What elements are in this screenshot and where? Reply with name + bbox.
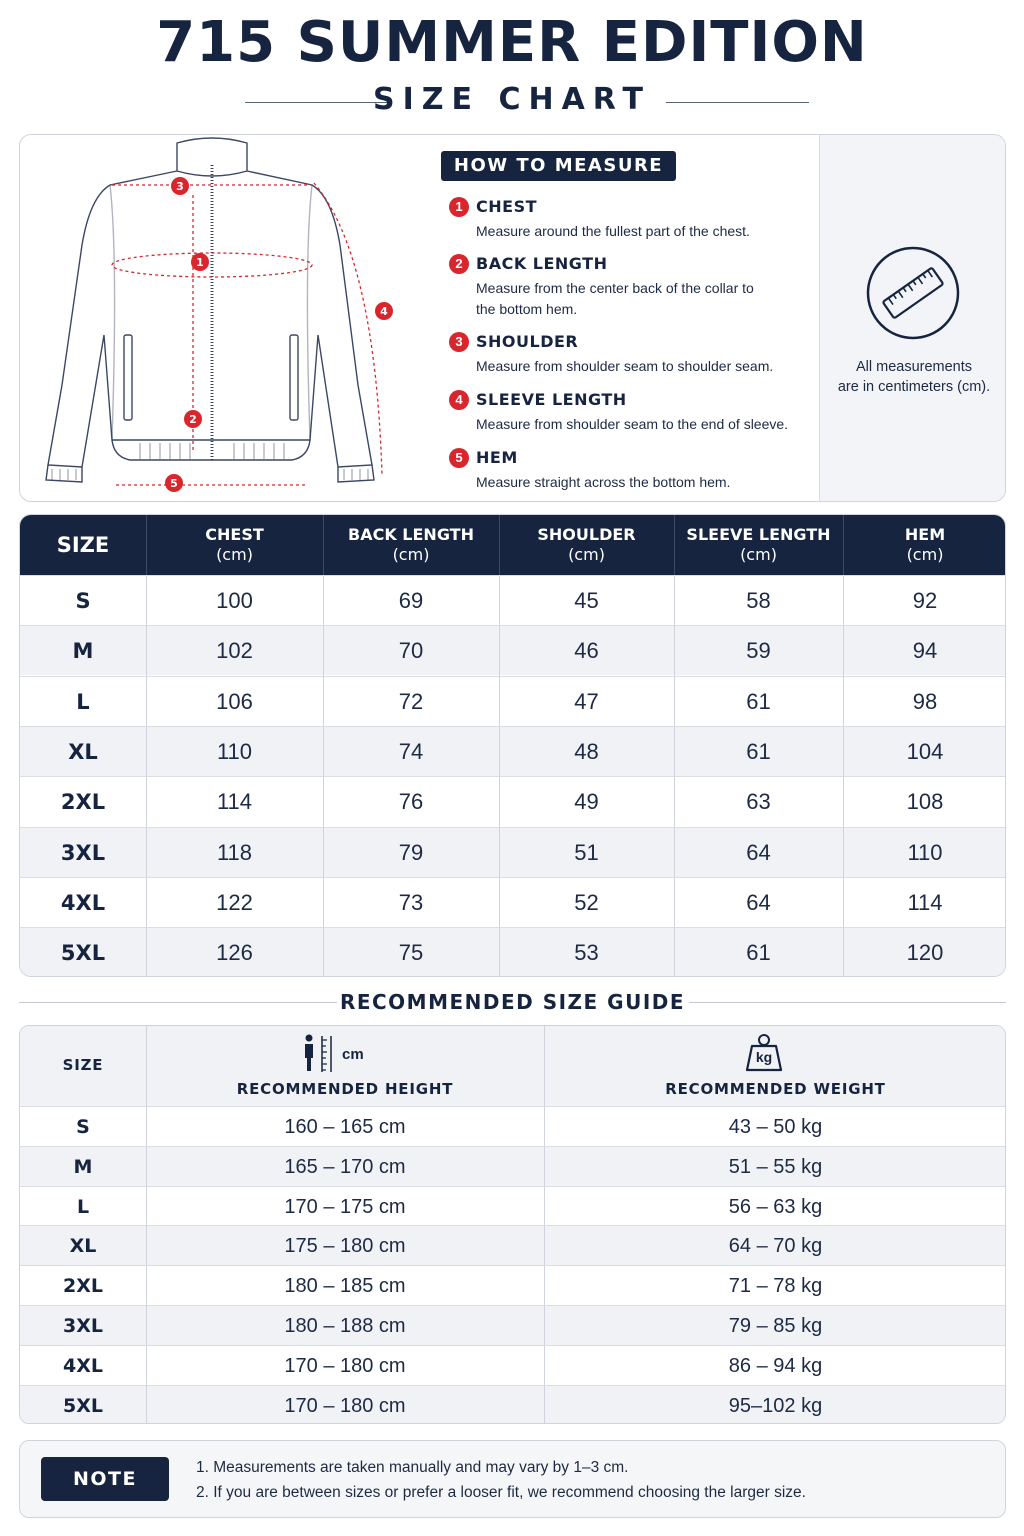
column-divider bbox=[544, 1386, 545, 1424]
value-cell: 110 bbox=[216, 738, 253, 764]
step-description: Measure around the fullest part of the chest. bbox=[476, 223, 750, 239]
value-cell: 51 bbox=[574, 839, 599, 865]
step-number: 1 bbox=[449, 197, 469, 217]
value-cell: 61 bbox=[746, 688, 771, 714]
header-label: SHOULDER bbox=[537, 525, 636, 544]
column-divider bbox=[323, 777, 324, 827]
value-cell: 92 bbox=[912, 588, 938, 613]
column-divider bbox=[544, 1187, 545, 1227]
weight-cell: 86 – 94 kg bbox=[728, 1354, 823, 1377]
height-cell: 170 – 180 cm bbox=[284, 1354, 406, 1377]
units-note-line-2: are in centimeters (cm). bbox=[837, 379, 991, 395]
size-cell: L bbox=[76, 1195, 90, 1218]
weight-cell: 64 – 70 kg bbox=[728, 1235, 823, 1258]
height-cell: 170 – 180 cm bbox=[284, 1394, 406, 1417]
step-number: 5 bbox=[449, 448, 469, 468]
units-note-line-1: All measurements bbox=[855, 359, 973, 375]
value-cell: 122 bbox=[216, 889, 253, 915]
weight-cell: 71 – 78 kg bbox=[728, 1275, 823, 1298]
column-divider bbox=[674, 626, 675, 676]
size-cell: XL bbox=[69, 1235, 97, 1258]
header-unit: (cm) bbox=[906, 545, 944, 564]
header-sleeve-length bbox=[674, 515, 843, 575]
column-divider bbox=[499, 626, 500, 676]
column-divider bbox=[499, 777, 500, 827]
step-name: HEM bbox=[476, 448, 518, 467]
guide-header-height: RECOMMENDED HEIGHT bbox=[236, 1080, 454, 1098]
column-divider bbox=[843, 727, 844, 777]
column-divider bbox=[843, 828, 844, 878]
value-cell: 114 bbox=[907, 889, 943, 915]
height-cell: 165 – 170 cm bbox=[284, 1155, 406, 1178]
header-shoulder bbox=[499, 515, 674, 575]
size-cell: 4XL bbox=[63, 1354, 103, 1377]
value-cell: 98 bbox=[912, 688, 938, 714]
size-cell: 2XL bbox=[60, 790, 106, 815]
header-size bbox=[20, 515, 146, 575]
value-cell: 52 bbox=[574, 889, 599, 915]
height-cell: 170 – 175 cm bbox=[284, 1195, 406, 1218]
value-cell: 53 bbox=[574, 940, 599, 966]
marker-2-label: 2 bbox=[189, 413, 197, 426]
column-divider bbox=[146, 1226, 147, 1266]
column-divider bbox=[323, 727, 324, 777]
size-cell: 5XL bbox=[60, 941, 106, 966]
column-divider bbox=[674, 828, 675, 878]
size-cell: S bbox=[76, 1116, 90, 1138]
value-cell: 47 bbox=[574, 688, 599, 714]
column-divider bbox=[323, 878, 324, 928]
size-cell: XL bbox=[68, 739, 98, 764]
value-cell: 59 bbox=[746, 638, 771, 664]
column-divider bbox=[544, 1346, 545, 1386]
column-divider bbox=[146, 928, 147, 977]
value-cell: 69 bbox=[398, 588, 424, 613]
table-row bbox=[20, 1345, 1006, 1385]
column-divider bbox=[323, 677, 324, 727]
how-to-measure-card bbox=[19, 134, 1006, 502]
step-number: 3 bbox=[449, 332, 469, 352]
size-cell: S bbox=[75, 589, 91, 613]
marker-5-label: 5 bbox=[170, 477, 178, 490]
column-divider bbox=[544, 1147, 545, 1187]
table-row bbox=[20, 877, 1006, 927]
header-unit: (cm) bbox=[740, 545, 777, 564]
value-cell: 64 bbox=[746, 839, 771, 865]
table-row bbox=[20, 1305, 1006, 1345]
value-cell: 61 bbox=[746, 940, 771, 966]
step-name: CHEST bbox=[476, 197, 537, 216]
size-cell: 2XL bbox=[63, 1275, 103, 1298]
table-row bbox=[20, 827, 1006, 877]
header-chest bbox=[146, 515, 323, 575]
step-description: Measure from the center back of the collar to the bottom hem. bbox=[476, 280, 754, 317]
units-note bbox=[820, 357, 1006, 397]
column-divider bbox=[499, 576, 500, 626]
column-divider bbox=[843, 878, 844, 928]
value-cell: 110 bbox=[907, 839, 943, 865]
value-cell: 48 bbox=[574, 738, 599, 764]
value-cell: 58 bbox=[746, 588, 771, 613]
column-divider bbox=[843, 576, 844, 626]
column-divider bbox=[146, 878, 147, 928]
guide-table-header bbox=[20, 1026, 1006, 1106]
height-unit: cm bbox=[342, 1046, 364, 1063]
page-subtitle: SIZE CHART bbox=[372, 82, 652, 117]
column-divider bbox=[146, 1346, 147, 1386]
column-divider bbox=[499, 677, 500, 727]
column-divider bbox=[146, 777, 147, 827]
person-height-icon bbox=[302, 1034, 338, 1074]
column-divider bbox=[674, 928, 675, 977]
value-cell: 102 bbox=[216, 638, 253, 664]
ruler-icon bbox=[865, 245, 961, 341]
page-title: 715 SUMMER EDITION bbox=[156, 10, 868, 75]
size-cell: 5XL bbox=[63, 1394, 103, 1417]
guide-title: RECOMMENDED SIZE GUIDE bbox=[339, 990, 686, 1014]
column-divider bbox=[323, 515, 324, 575]
step-name: SLEEVE LENGTH bbox=[476, 390, 627, 409]
weight-cell: 43 – 50 kg bbox=[728, 1116, 823, 1138]
value-cell: 106 bbox=[216, 688, 253, 714]
weight-cell: 51 – 55 kg bbox=[728, 1155, 823, 1178]
how-to-measure-badge: HOW TO MEASURE bbox=[441, 151, 676, 181]
header-unit: (cm) bbox=[216, 545, 253, 564]
column-divider bbox=[146, 1026, 147, 1106]
column-divider bbox=[544, 1026, 545, 1106]
value-cell: 118 bbox=[216, 839, 253, 865]
value-cell: 63 bbox=[746, 789, 771, 815]
column-divider bbox=[499, 828, 500, 878]
value-cell: 64 bbox=[746, 889, 771, 915]
height-cell: 160 – 165 cm bbox=[284, 1116, 406, 1138]
header-label: SLEEVE LENGTH bbox=[686, 525, 831, 544]
weight-cell: 79 – 85 kg bbox=[728, 1315, 823, 1337]
header-unit: (cm) bbox=[568, 545, 605, 564]
size-cell: L bbox=[76, 689, 90, 714]
table-row bbox=[20, 1186, 1006, 1226]
table-row bbox=[20, 1106, 1006, 1146]
header-unit: (cm) bbox=[392, 545, 430, 564]
step-description: Measure straight across the bottom hem. bbox=[476, 474, 731, 490]
size-cell: 4XL bbox=[60, 890, 106, 915]
weight-icon-label: kg bbox=[755, 1049, 773, 1065]
column-divider bbox=[674, 515, 675, 575]
table-row bbox=[20, 726, 1006, 776]
table-row bbox=[20, 575, 1006, 625]
column-divider bbox=[146, 626, 147, 676]
value-cell: 61 bbox=[746, 738, 771, 764]
column-divider bbox=[146, 1187, 147, 1227]
divider-right bbox=[689, 1002, 1006, 1003]
step-name: SHOULDER bbox=[476, 332, 579, 351]
column-divider bbox=[323, 928, 324, 977]
table-row bbox=[20, 1146, 1006, 1186]
value-cell: 72 bbox=[398, 688, 424, 714]
column-divider bbox=[146, 1386, 147, 1424]
column-divider bbox=[674, 777, 675, 827]
marker-3-label: 3 bbox=[176, 180, 184, 193]
divider-right bbox=[666, 102, 809, 103]
weight-cell: 95–102 kg bbox=[728, 1394, 823, 1417]
column-divider bbox=[843, 677, 844, 727]
column-divider bbox=[146, 1147, 147, 1187]
value-cell: 70 bbox=[398, 638, 424, 664]
table-header bbox=[20, 515, 1006, 575]
table-row bbox=[20, 676, 1006, 726]
jacket-diagram bbox=[20, 135, 430, 502]
table-row bbox=[20, 1265, 1006, 1305]
column-divider bbox=[146, 1306, 147, 1346]
value-cell: 76 bbox=[398, 789, 424, 815]
note-card bbox=[19, 1440, 1006, 1518]
value-cell: 120 bbox=[906, 940, 944, 966]
step-name: BACK LENGTH bbox=[476, 254, 608, 273]
column-divider bbox=[146, 515, 147, 575]
column-divider bbox=[544, 1226, 545, 1266]
column-divider bbox=[499, 928, 500, 977]
value-cell: 49 bbox=[574, 789, 599, 815]
size-cell: M bbox=[73, 1155, 93, 1178]
column-divider bbox=[674, 727, 675, 777]
column-divider bbox=[323, 576, 324, 626]
value-cell: 73 bbox=[398, 889, 424, 915]
column-divider bbox=[499, 878, 500, 928]
column-divider bbox=[544, 1266, 545, 1306]
column-divider bbox=[544, 1107, 545, 1147]
size-cell: 3XL bbox=[60, 840, 106, 865]
column-divider bbox=[843, 928, 844, 977]
header-hem bbox=[843, 515, 1006, 575]
weight-icon bbox=[744, 1032, 784, 1074]
height-cell: 180 – 185 cm bbox=[284, 1275, 406, 1298]
value-cell: 126 bbox=[216, 940, 253, 966]
table-row bbox=[20, 1225, 1006, 1265]
column-divider bbox=[146, 677, 147, 727]
value-cell: 104 bbox=[906, 738, 944, 764]
step-number: 4 bbox=[449, 390, 469, 410]
header-label: BACK LENGTH bbox=[348, 525, 474, 544]
column-divider bbox=[674, 878, 675, 928]
value-cell: 94 bbox=[912, 638, 938, 664]
guide-heading bbox=[19, 988, 1006, 1018]
table-row bbox=[20, 927, 1006, 977]
value-cell: 108 bbox=[906, 789, 944, 815]
note-badge: NOTE bbox=[41, 1457, 169, 1501]
column-divider bbox=[674, 677, 675, 727]
value-cell: 114 bbox=[216, 789, 253, 815]
note-line-2: 2. If you are between sizes or prefer a looser fit, we recommend choosing the larger size. bbox=[196, 1484, 806, 1501]
marker-1-label: 1 bbox=[196, 256, 204, 269]
step-description: Measure from shoulder seam to the end of sleeve. bbox=[476, 416, 789, 432]
column-divider bbox=[544, 1306, 545, 1346]
value-cell: 46 bbox=[574, 638, 599, 664]
column-divider bbox=[146, 576, 147, 626]
column-divider bbox=[674, 576, 675, 626]
size-cell: M bbox=[72, 639, 94, 664]
size-chart-table bbox=[19, 514, 1006, 977]
column-divider bbox=[843, 626, 844, 676]
size-guide-table bbox=[19, 1025, 1006, 1424]
column-divider bbox=[146, 828, 147, 878]
header-label: HEM bbox=[904, 525, 946, 544]
step-number: 2 bbox=[449, 254, 469, 274]
step-description: Measure from shoulder seam to shoulder seam. bbox=[476, 358, 774, 374]
header-label: CHEST bbox=[205, 525, 264, 544]
value-cell: 100 bbox=[216, 588, 253, 613]
column-divider bbox=[323, 626, 324, 676]
column-divider bbox=[499, 727, 500, 777]
column-divider bbox=[499, 515, 500, 575]
marker-4-label: 4 bbox=[380, 305, 388, 318]
subtitle-row bbox=[0, 82, 1024, 122]
height-cell: 175 – 180 cm bbox=[284, 1235, 406, 1258]
value-cell: 74 bbox=[398, 738, 424, 764]
note-line-1: 1. Measurements are taken manually and may vary by 1–3 cm. bbox=[196, 1459, 629, 1476]
column-divider bbox=[146, 1107, 147, 1147]
table-row bbox=[20, 776, 1006, 826]
column-divider bbox=[146, 1266, 147, 1306]
value-cell: 75 bbox=[398, 940, 424, 966]
header-back-length bbox=[323, 515, 499, 575]
weight-cell: 56 – 63 kg bbox=[728, 1195, 823, 1218]
value-cell: 79 bbox=[398, 839, 424, 865]
size-cell: 3XL bbox=[63, 1315, 103, 1337]
guide-header-weight: RECOMMENDED WEIGHT bbox=[665, 1080, 886, 1098]
column-divider bbox=[843, 515, 844, 575]
units-panel bbox=[819, 135, 1006, 502]
column-divider bbox=[323, 828, 324, 878]
column-divider bbox=[843, 777, 844, 827]
height-cell: 180 – 188 cm bbox=[284, 1315, 406, 1337]
value-cell: 45 bbox=[574, 588, 599, 613]
header-size-label: SIZE bbox=[56, 533, 110, 557]
table-row bbox=[20, 625, 1006, 675]
table-row bbox=[20, 1385, 1006, 1424]
guide-header-size: SIZE bbox=[62, 1056, 104, 1074]
column-divider bbox=[146, 727, 147, 777]
